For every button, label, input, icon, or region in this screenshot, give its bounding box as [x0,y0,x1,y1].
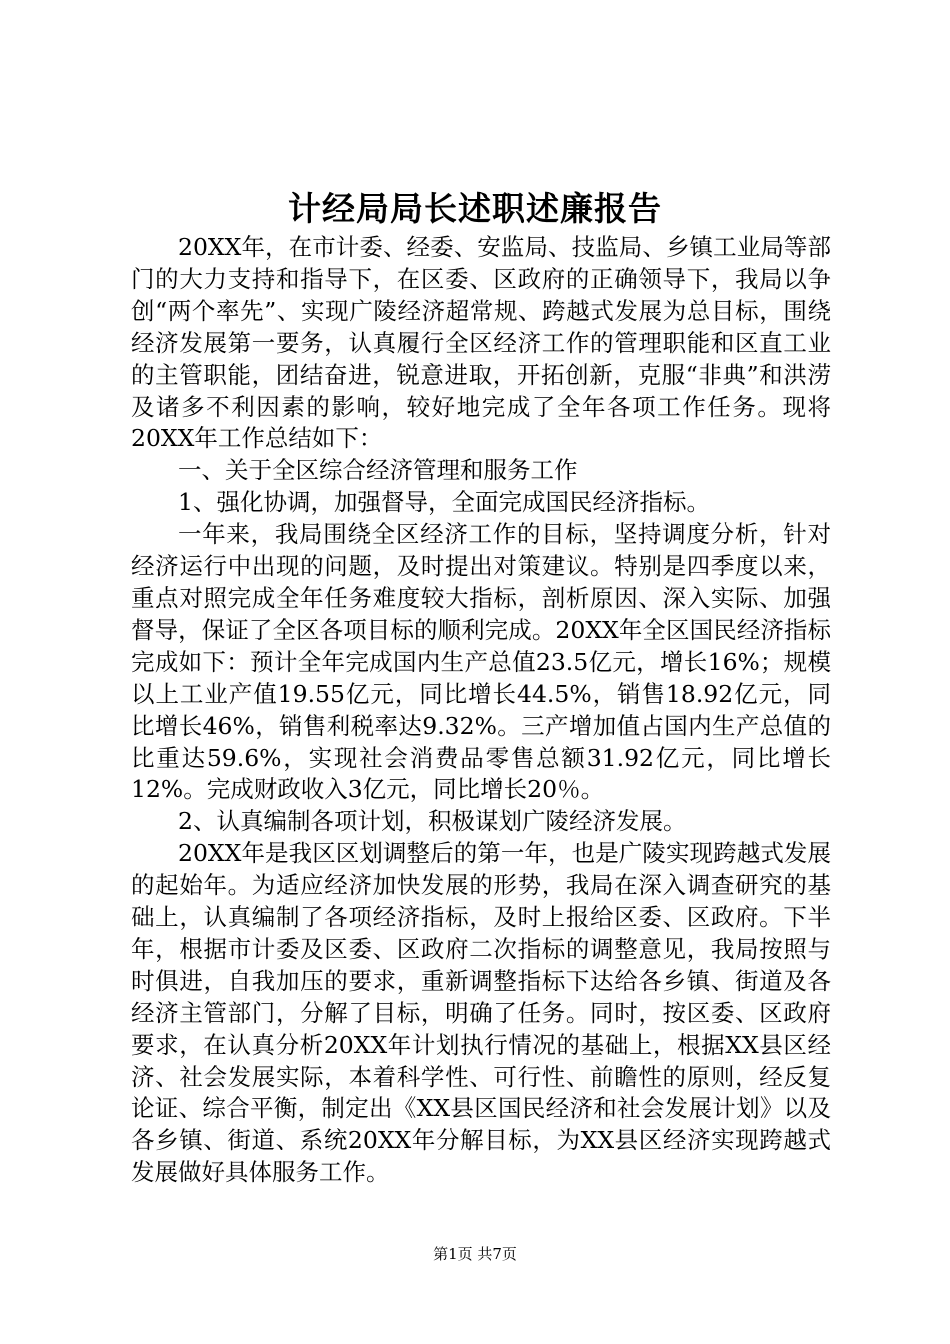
subsection-heading-1: 1、强化协调，加强督导，全面完成国民经济指标。 [178,488,710,517]
intro-paragraph: 20XX年，在市计委、经委、安监局、技监局、乡镇工业局等部门的大力支持和指导下，在区委、区政府的正确领导下，我局以争创“两个率先”、实现广陵经济超常规、跨越式发展为总目标，围绕经济发展第一要务，认真履行全区经济工作的管理职能和区直工业的主管职能，团结奋进，锐意进取，开拓创新，克服“非典”和洪涝及诸多不利因素的影响，较好地完成了全年各项工作任务。现将20XX年工作总结如下： [131,233,831,453]
page-footer: 第1页 共7页 [433,1245,517,1263]
body-paragraph: 一年来，我局围绕全区经济工作的目标，坚持调度分析，针对经济运行中出现的问题，及时提出对策建议。特别是四季度以来，重点对照完成全年任务难度较大指标，剖析原因、深入实际、加强督导，保证了全区各项目标的顺利完成。20XX年全区国民经济指标完成如下：预计全年完成国内生产总值23.5亿元，增长16%；规模以上工业产值19.55亿元，同比增长44.5%，销售18.92亿元，同比增长46%，销售利税率达9.32%。三产增加值占国内生产总值的比重达59.6%，实现社会消费品零售总额31.92亿元，同比增长12%。完成财政收入3亿元，同比增长20％。 [131,520,831,804]
body-paragraph: 20XX年是我区区划调整后的第一年，也是广陵实现跨越式发展的起始年。为适应经济加快发展的形势，我局在深入调查研究的基础上，认真编制了各项经济指标，及时上报给区委、区政府。下半年，根据市计委及区委、区政府二次指标的调整意见，我局按照与时俱进，自我加压的要求，重新调整指标下达给各乡镇、街道及各经济主管部门，分解了目标，明确了任务。同时，按区委、区政府要求，在认真分析20XX年计划执行情况的基础上，根据XX县区经济、社会发展实际，本着科学性、可行性、前瞻性的原则，经反复论证、综合平衡，制定出《XX县区国民经济和社会发展计划》以及各乡镇、街道、系统20XX年分解目标，为XX县区经济实现跨越式发展做好具体服务工作。 [131,839,831,1187]
document-title: 计经局局长述职述廉报告 [288,189,662,228]
document-body [131,232,831,1189]
subsection-heading-2: 2、认真编制各项计划，积极谋划广陵经济发展。 [178,807,687,836]
section-heading-1: 一、关于全区综合经济管理和服务工作 [178,456,578,485]
